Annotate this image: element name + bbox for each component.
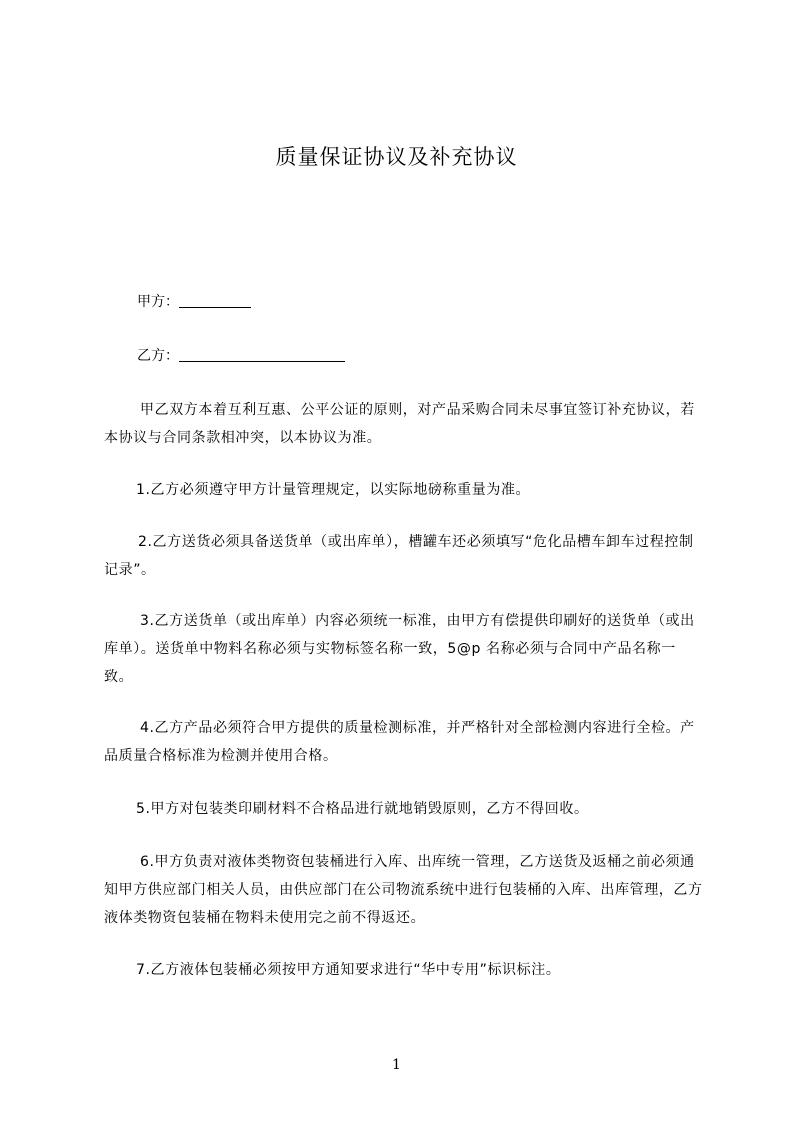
party-b-line xyxy=(137,346,345,366)
clause-1: 1.乙方必须遵守甲方计量管理规定，以实际地磅称重量为准。 xyxy=(136,482,531,498)
document-title: 质量保证协议及补充协议 xyxy=(275,145,518,169)
page-number: 1 xyxy=(392,1057,401,1073)
party-a-label: 甲方： xyxy=(137,294,179,310)
clause-3: 3.乙方送货单（或出库单）内容必须统一标准，由甲方有偿提供印刷好的送货单（或出库单）。送货单中物料名称必须与实物标签名称一致，5@p 名称必须与合同中产品名称一致。 xyxy=(104,613,695,685)
clause-2: 2.乙方送货必须具备送货单（或出库单），槽罐车还必须填写“危化品槽车卸车过程控制记录”。 xyxy=(104,534,694,578)
party-a-line xyxy=(137,292,251,312)
clause-7: 7.乙方液体包装桶必须按甲方通知要求进行“华中专用”标识标注。 xyxy=(136,962,561,978)
party-b-blank xyxy=(179,347,345,362)
intro-paragraph: 甲乙双方本着互利互惠、公平公证的原则，对产品采购合同未尽事宜签订补充协议，若本协议与合同条款相冲突，以本协议为准。 xyxy=(104,402,695,446)
clause-6: 6.甲方负责对液体类物资包装桶进行入库、出库统一管理，乙方送货及返桶之前必须通知甲方供应部门相关人员，由供应部门在公司物流系统中进行包装桶的入库、出库管理，乙方液体类物资包装桶在物料未使用完之前不得返还。 xyxy=(104,854,703,926)
party-b-label: 乙方： xyxy=(137,348,179,364)
clause-4: 4.乙方产品必须符合甲方提供的质量检测标准，并严格针对全部检测内容进行全检。产品质量合格标准为检测并使用合格。 xyxy=(104,720,695,764)
clause-5: 5.甲方对包装类印刷材料不合格品进行就地销毁原则，乙方不得回收。 xyxy=(136,801,589,817)
party-a-blank xyxy=(179,293,251,308)
